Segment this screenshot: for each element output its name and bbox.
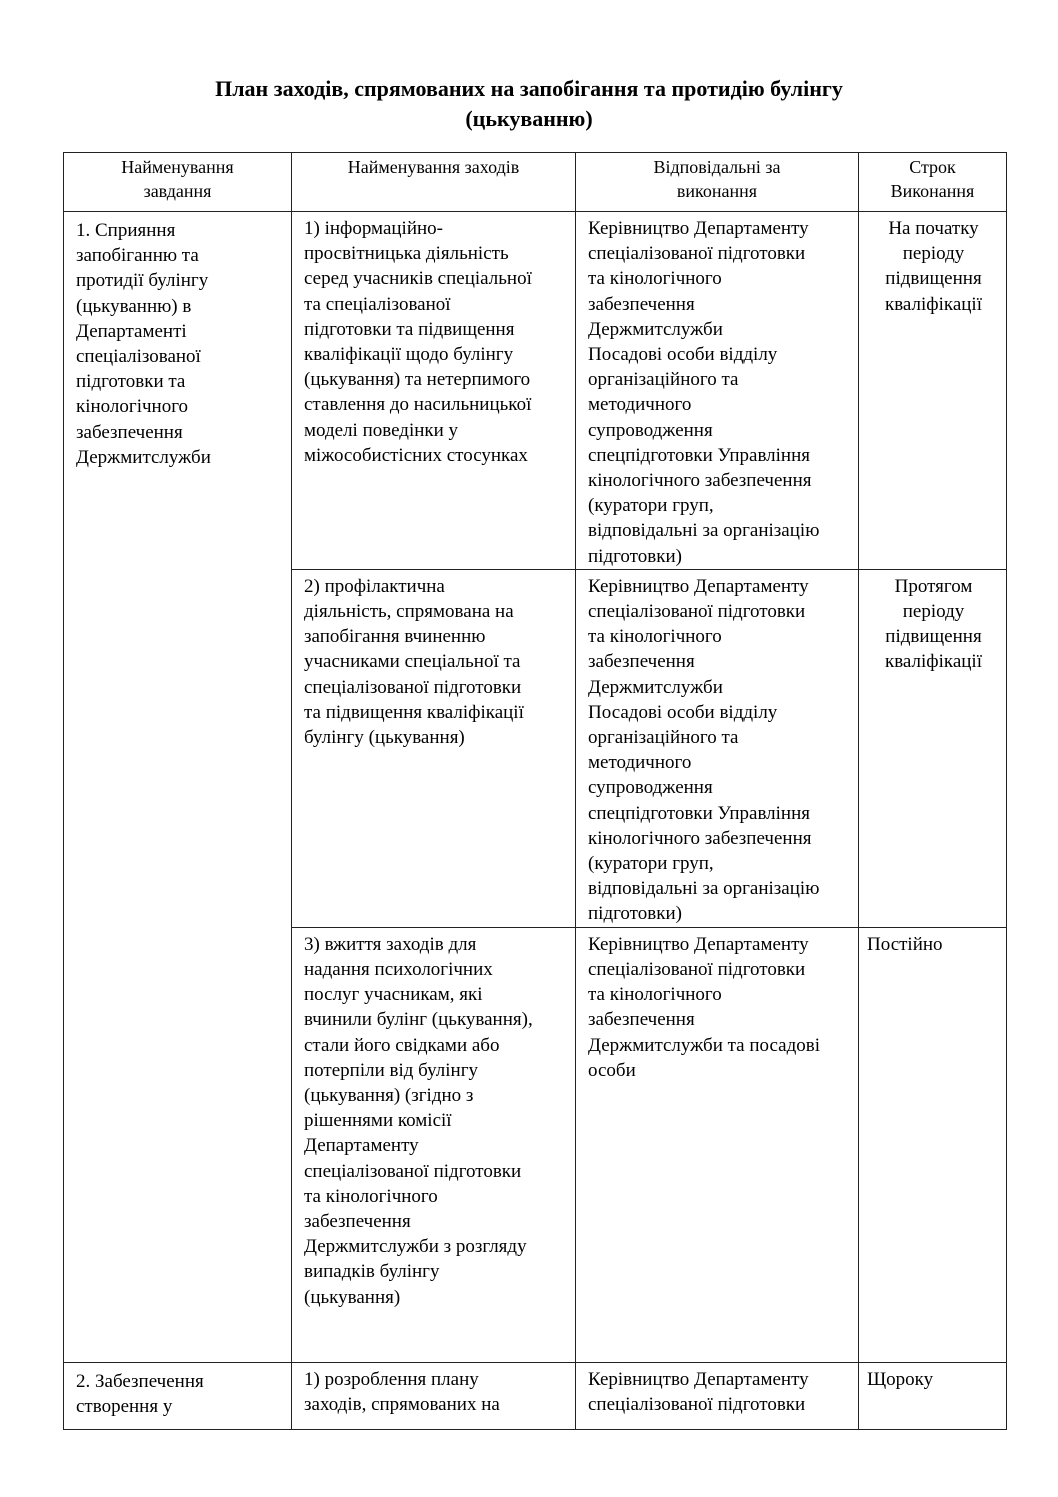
plan-table [63,152,1007,1430]
table-row [64,1362,1007,1429]
measure-cell: 1) розроблення плану заходів, спрямованих на [292,1362,576,1429]
page-title [0,74,1058,134]
responsible-cell: Керівництво Департаменту спеціалізованої підготовки та кінологічного забезпечення Держмитслужби Посадові особи відділу організаційного та методичного супроводження спецпідготовки Управління кінологічного забезпечення (куратори груп, відповідальні за організацію підготовки) [576,212,859,570]
measure-cell: 1) інформаційно- просвітницька діяльність серед учасників спеціальної та спеціалізованої підготовки та підвищення кваліфікації щодо булінгу (цькування) та нетерпимого ставлення до насильницької моделі поведінки у міжособистісних стосунках [292,212,576,570]
header-term: Строк Виконання [859,153,1007,212]
header-measures: Найменування заходів [292,153,576,212]
title-line-1: План заходів, спрямованих на запобігання та протидію булінгу [215,76,843,101]
responsible-cell: Керівництво Департаменту спеціалізованої підготовки [576,1362,859,1429]
responsible-cell: Керівництво Департаменту спеціалізованої підготовки та кінологічного забезпечення Держмитслужби Посадові особи відділу організаційного та методичного супроводження спецпідготовки Управління кінологічного забезпечення (куратори груп, відповідальні за організацію підготовки) [576,569,859,927]
term-cell: Постійно [859,927,1007,1362]
table-row [64,212,1007,570]
title-line-2: (цькуванню) [465,106,593,131]
header-task: Найменування завдання [64,153,292,212]
task-cell: 1. Сприяння запобіганню та протидії булінгу (цькуванню) в Департаменті спеціалізованої підготовки та кінологічного забезпечення Держмитслужби [64,212,292,1363]
task-cell: 2. Забезпечення створення у [64,1362,292,1429]
term-cell: На початку періоду підвищення кваліфікації [859,212,1007,570]
measure-cell: 3) вжиття заходів для надання психологічних послуг учасникам, які вчинили булінг (цькування), стали його свідками або потерпіли від булінгу (цькування) (згідно з рішеннями комісії Департаменту спеціалізованої підготовки та кінологічного забезпечення Держмитслужби з розгляду випадків булінгу (цькування) [292,927,576,1362]
measure-cell: 2) профілактична діяльність, спрямована на запобігання вчиненню учасниками спеціальної та спеціалізованої підготовки та підвищення кваліфікації булінгу (цькування) [292,569,576,927]
table-header-row [64,153,1007,212]
header-responsible: Відповідальні за виконання [576,153,859,212]
plan-table-container [63,152,1006,1430]
term-cell: Щороку [859,1362,1007,1429]
responsible-cell: Керівництво Департаменту спеціалізованої підготовки та кінологічного забезпечення Держмитслужби та посадові особи [576,927,859,1362]
term-cell: Протягом періоду підвищення кваліфікації [859,569,1007,927]
